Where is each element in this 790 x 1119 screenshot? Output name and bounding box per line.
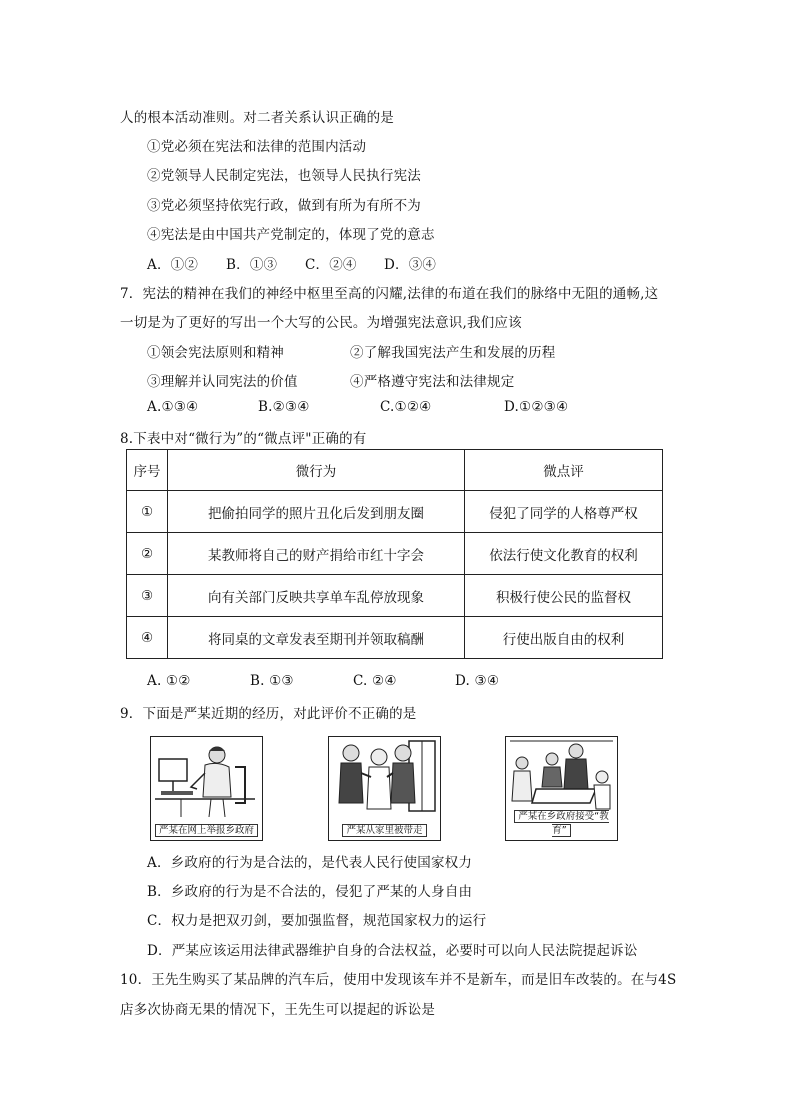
header-behavior: 微行为 — [168, 450, 465, 491]
q7-option-c: C.①②④ — [380, 399, 432, 415]
row-comment: 侵犯了同学的人格尊严权 — [465, 491, 663, 533]
q6-item-2: ②党领导人民制定宪法，也领导人民执行宪法 — [147, 168, 421, 184]
q9-option-b: B．乡政府的行为是不合法的，侵犯了严某的人身自由 — [147, 884, 473, 900]
row-behavior: 将同桌的文章发表至期刊并领取稿酬 — [168, 617, 465, 659]
q7-option-a: A.①③④ — [147, 399, 199, 415]
row-comment: 依法行使文化教育的权利 — [465, 533, 663, 575]
q9-stem: 9．下面是严某近期的经历，对此评价不正确的是 — [120, 706, 417, 722]
q7-item-2: ②了解我国宪法产生和发展的历程 — [350, 345, 556, 361]
caption-2: 严某从家里被带走 — [342, 824, 426, 837]
row-behavior: 把偷拍同学的照片丑化后发到朋友圈 — [168, 491, 465, 533]
q6-item-3: ③党必须坚持依宪行政，做到有所为有所不为 — [147, 198, 421, 214]
q6-stem: 人的根本活动准则。对二者关系认识正确的是 — [120, 110, 394, 126]
q8-option-d: D. ③④ — [455, 673, 500, 689]
q7-stem-line2: 一切是为了更好的写出一个大写的公民。为增强宪法意识,我们应该 — [120, 315, 522, 331]
table-row — [127, 533, 663, 575]
q7-stem-line1: 7．宪法的精神在我们的神经中枢里至高的闪耀,法律的布道在我们的脉络中无阻的通畅,这 — [120, 286, 659, 302]
header-no: 序号 — [127, 450, 168, 491]
q7-option-d: D.①②③④ — [504, 399, 569, 415]
row-comment: 积极行使公民的监督权 — [465, 575, 663, 617]
row-no: ④ — [127, 617, 168, 659]
q9-option-d: D．严某应该运用法律武器维护自身的合法权益，必要时可以向人民法院提起诉讼 — [147, 943, 638, 959]
q8-option-a: A. ①② — [147, 673, 191, 689]
q7-option-b: B.②③④ — [258, 399, 310, 415]
q9-option-a: A．乡政府的行为是合法的，是代表人民行使国家权力 — [147, 855, 473, 871]
caption-1: 严某在网上举报乡政府 — [155, 824, 258, 837]
row-comment: 行使出版自由的权利 — [465, 617, 663, 659]
row-no: ① — [127, 491, 168, 533]
caption-3: 严某在乡政府接受“教育” — [514, 810, 608, 837]
header-comment: 微点评 — [465, 450, 663, 491]
q6-option-a: A．①② — [147, 257, 199, 273]
q9-option-c: C．权力是把双刃剑，要加强监督，规范国家权力的运行 — [147, 913, 487, 929]
q6-option-c: C．②④ — [305, 257, 357, 273]
q6-item-1: ①党必须在宪法和法律的范围内活动 — [147, 139, 367, 155]
row-behavior: 向有关部门反映共享单车乱停放现象 — [168, 575, 465, 617]
figure-taken-from-home — [328, 736, 441, 841]
figure-educated-at-government — [505, 736, 618, 841]
q6-option-d: D．③④ — [384, 257, 437, 273]
q10-stem-line2: 店多次协商无果的情况下，王先生可以提起的诉讼是 — [120, 1002, 436, 1018]
q8-option-b: B. ①③ — [250, 673, 294, 689]
q7-item-1: ①领会宪法原则和精神 — [147, 345, 284, 361]
table-header-row — [127, 450, 663, 491]
q8-stem: 8.下表中对“微行为”的“微点评"正确的有 — [120, 431, 367, 447]
q7-item-4: ④严格遵守宪法和法律规定 — [350, 374, 515, 390]
q8-option-c: C. ②④ — [353, 673, 397, 689]
micro-behavior-table — [126, 449, 663, 659]
q7-item-3: ③理解并认同宪法的价值 — [147, 374, 298, 390]
q6-item-4: ④宪法是由中国共产党制定的，体现了党的意志 — [147, 227, 435, 243]
table-row — [127, 491, 663, 533]
table-row — [127, 617, 663, 659]
table-row — [127, 575, 663, 617]
figure-online-report — [150, 736, 263, 841]
row-no: ② — [127, 533, 168, 575]
q10-stem-line1: 10．王先生购买了某品牌的汽车后，使用中发现该车并不是新车，而是旧车改装的。在与4S — [120, 972, 677, 988]
q6-option-b: B．①③ — [226, 257, 278, 273]
row-no: ③ — [127, 575, 168, 617]
row-behavior: 某教师将自己的财产捐给市红十字会 — [168, 533, 465, 575]
